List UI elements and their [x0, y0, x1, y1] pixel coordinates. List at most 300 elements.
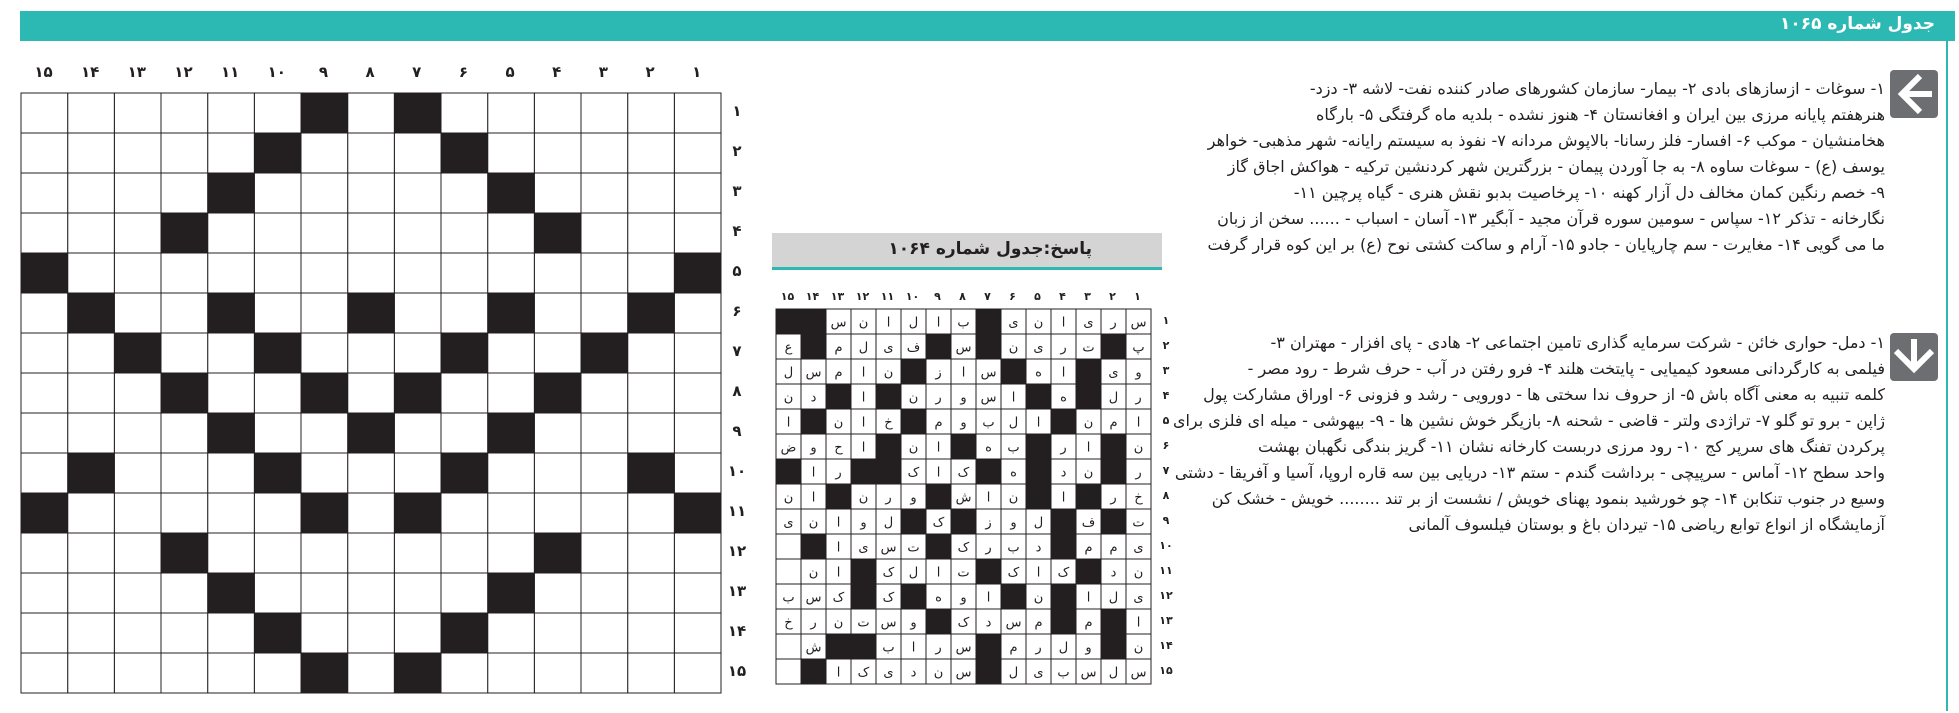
row-number: ۱۳: [727, 582, 747, 600]
grid-cell[interactable]: [394, 333, 441, 373]
grid-cell[interactable]: [208, 533, 255, 573]
grid-cell[interactable]: [301, 533, 348, 573]
grid-cell[interactable]: [254, 293, 301, 333]
black-cell: [488, 293, 535, 333]
grid-cell[interactable]: [394, 573, 441, 613]
answer-black-cell: [1026, 459, 1051, 484]
grid-cell[interactable]: [394, 533, 441, 573]
black-cell: [301, 93, 348, 133]
column-number: ۴: [552, 63, 562, 81]
grid-cell[interactable]: [21, 373, 68, 413]
grid-cell[interactable]: [674, 613, 721, 653]
grid-cell[interactable]: [254, 373, 301, 413]
grid-cell[interactable]: [394, 173, 441, 213]
grid-cell[interactable]: [161, 613, 208, 653]
answer-letter: ل: [858, 340, 869, 356]
grid-cell[interactable]: [114, 253, 161, 293]
grid-cell[interactable]: [114, 293, 161, 333]
black-cell: [301, 653, 348, 693]
answer-letter: م: [1009, 640, 1018, 656]
answer-column-number: ۱۰: [905, 290, 920, 303]
grid-cell[interactable]: [674, 653, 721, 693]
grid-cell[interactable]: [254, 413, 301, 453]
grid-cell[interactable]: [581, 413, 628, 453]
answer-letter: ک: [857, 665, 870, 681]
grid-cell[interactable]: [628, 413, 675, 453]
grid-cell[interactable]: [628, 133, 675, 173]
grid-cell[interactable]: [161, 293, 208, 333]
answer-black-cell: [876, 459, 901, 484]
main-grid-column-numbers: [20, 63, 720, 85]
grid-cell[interactable]: [394, 293, 441, 333]
black-cell: [441, 333, 488, 373]
answer-black-cell: [1076, 384, 1101, 409]
grid-cell[interactable]: [394, 413, 441, 453]
grid-cell[interactable]: [301, 453, 348, 493]
grid-cell[interactable]: [441, 533, 488, 573]
answer-letter: ن: [783, 390, 794, 406]
grid-cell[interactable]: [348, 573, 395, 613]
answer-grid: [775, 308, 1152, 685]
grid-cell[interactable]: [628, 333, 675, 373]
grid-cell[interactable]: [581, 573, 628, 613]
grid-cell[interactable]: [441, 213, 488, 253]
grid-cell[interactable]: [534, 293, 581, 333]
answer-letter: د: [1110, 565, 1117, 581]
grid-cell[interactable]: [534, 413, 581, 453]
answer-letter: م: [934, 415, 943, 431]
grid-cell[interactable]: [208, 453, 255, 493]
grid-cell[interactable]: [628, 93, 675, 133]
grid-cell[interactable]: [21, 93, 68, 133]
black-cell: [208, 413, 255, 453]
grid-cell[interactable]: [441, 293, 488, 333]
grid-cell[interactable]: [534, 253, 581, 293]
grid-cell[interactable]: [628, 533, 675, 573]
answer-black-cell: [926, 334, 951, 359]
column-number: ۱۵: [34, 63, 53, 81]
grid-cell[interactable]: [534, 333, 581, 373]
grid-cell[interactable]: [348, 213, 395, 253]
grid-cell[interactable]: [441, 253, 488, 293]
answer-column-number: ۱۴: [805, 290, 820, 303]
answer-letter: ل: [1108, 665, 1119, 681]
grid-cell[interactable]: [254, 173, 301, 213]
grid-cell[interactable]: [394, 213, 441, 253]
grid-cell[interactable]: [114, 133, 161, 173]
grid-cell[interactable]: [208, 613, 255, 653]
grid-cell[interactable]: [301, 613, 348, 653]
grid-cell[interactable]: [394, 613, 441, 653]
answer-letter: ه: [935, 590, 942, 606]
grid-cell[interactable]: [394, 253, 441, 293]
grid-cell[interactable]: [534, 93, 581, 133]
grid-cell[interactable]: [208, 213, 255, 253]
grid-cell[interactable]: [254, 573, 301, 613]
grid-cell[interactable]: [301, 253, 348, 293]
answer-letter: ن: [908, 440, 919, 456]
answer-letter: س: [1130, 315, 1147, 331]
grid-cell[interactable]: [301, 133, 348, 173]
grid-cell[interactable]: [394, 133, 441, 173]
grid-cell[interactable]: [68, 533, 115, 573]
grid-cell[interactable]: [161, 493, 208, 533]
clue-line: نگارخانه - تذکر ۱۲- سپاس - سومین سوره قرآن مجید - آبگیر ۱۳- آسان - اسباب - ...... سخن از زبان: [1217, 209, 1885, 228]
grid-cell[interactable]: [161, 573, 208, 613]
clue-line: ۱- دمل- حواری خائن - شرکت سرمایه گذاری تامین اجتماعی ۲- هادی - پای افزار - مهتران ۳-: [1270, 333, 1885, 352]
grid-cell[interactable]: [441, 413, 488, 453]
grid-cell[interactable]: [68, 213, 115, 253]
answer-black-cell: [1051, 509, 1076, 534]
grid-cell[interactable]: [581, 493, 628, 533]
grid-cell[interactable]: [21, 413, 68, 453]
grid-cell[interactable]: [301, 573, 348, 613]
grid-cell[interactable]: [488, 613, 535, 653]
grid-cell[interactable]: [674, 333, 721, 373]
grid-cell[interactable]: [254, 253, 301, 293]
grid-cell[interactable]: [628, 173, 675, 213]
grid-cell[interactable]: [348, 613, 395, 653]
answer-letter: ت: [1082, 340, 1095, 356]
answer-letter: ز: [985, 515, 992, 531]
column-number: ۱۱: [220, 63, 240, 81]
grid-cell[interactable]: [581, 213, 628, 253]
row-number: ۶: [732, 302, 742, 320]
grid-cell[interactable]: [301, 293, 348, 333]
grid-cell[interactable]: [254, 653, 301, 693]
column-number: ۷: [412, 63, 422, 81]
grid-cell[interactable]: [21, 653, 68, 693]
grid-cell[interactable]: [348, 173, 395, 213]
answer-letter: د: [910, 665, 917, 681]
answer-letter: ک: [957, 615, 970, 631]
grid-cell[interactable]: [488, 493, 535, 533]
grid-cell[interactable]: [348, 453, 395, 493]
grid-cell[interactable]: [68, 653, 115, 693]
grid-cell[interactable]: [114, 453, 161, 493]
grid-cell[interactable]: [68, 493, 115, 533]
grid-cell[interactable]: [534, 573, 581, 613]
answer-letter: ل: [1008, 415, 1019, 431]
grid-cell[interactable]: [488, 213, 535, 253]
black-cell: [581, 333, 628, 373]
answer-letter: ک: [1007, 565, 1020, 581]
grid-cell[interactable]: [161, 333, 208, 373]
grid-cell[interactable]: [581, 533, 628, 573]
answer-black-cell: [826, 634, 851, 659]
grid-cell[interactable]: [208, 93, 255, 133]
black-cell: [674, 493, 721, 533]
grid-cell[interactable]: [21, 293, 68, 333]
answer-black-cell: [801, 409, 826, 434]
grid-cell[interactable]: [114, 533, 161, 573]
answer-letter: س: [980, 365, 997, 381]
grid-cell[interactable]: [441, 373, 488, 413]
answer-letter: ن: [933, 665, 944, 681]
grid-cell[interactable]: [628, 373, 675, 413]
black-cell: [488, 173, 535, 213]
grid-cell[interactable]: [581, 653, 628, 693]
grid-cell[interactable]: [21, 173, 68, 213]
answer-letter: ح: [834, 440, 843, 456]
grid-cell[interactable]: [114, 213, 161, 253]
black-cell: [254, 133, 301, 173]
grid-cell[interactable]: [674, 213, 721, 253]
black-cell: [441, 133, 488, 173]
grid-cell[interactable]: [114, 413, 161, 453]
answer-column-number: ۲: [1109, 290, 1116, 303]
grid-cell[interactable]: [208, 493, 255, 533]
grid-cell[interactable]: [161, 93, 208, 133]
row-number: ۹: [732, 422, 742, 440]
grid-cell[interactable]: [534, 453, 581, 493]
grid-cell[interactable]: [68, 93, 115, 133]
grid-cell[interactable]: [628, 613, 675, 653]
answer-letter: ب: [957, 315, 970, 331]
grid-cell[interactable]: [441, 573, 488, 613]
grid-cell[interactable]: [348, 533, 395, 573]
grid-cell[interactable]: [581, 373, 628, 413]
clue-line: پرکردن تفنگ های سرپر کج ۱۰- رود مرزی دربست کارخانه نشان ۱۱- گریز بندگی نگهبان بهشت: [1258, 437, 1885, 456]
grid-cell[interactable]: [628, 253, 675, 293]
grid-cell[interactable]: [161, 253, 208, 293]
crossword-grid[interactable]: [20, 92, 722, 694]
grid-cell[interactable]: [208, 333, 255, 373]
grid-cell[interactable]: [114, 493, 161, 533]
answer-column-number: ۷: [984, 290, 991, 303]
answer-letter: ل: [883, 515, 894, 531]
answer-letter: ه: [1060, 390, 1067, 406]
grid-cell[interactable]: [581, 93, 628, 133]
grid-cell[interactable]: [68, 333, 115, 373]
grid-cell[interactable]: [488, 653, 535, 693]
grid-cell[interactable]: [674, 533, 721, 573]
grid-cell[interactable]: [394, 453, 441, 493]
answer-letter: ت: [1132, 515, 1145, 531]
grid-cell[interactable]: [208, 253, 255, 293]
grid-cell[interactable]: [68, 173, 115, 213]
grid-cell[interactable]: [301, 333, 348, 373]
grid-cell[interactable]: [674, 133, 721, 173]
grid-cell[interactable]: [114, 653, 161, 693]
grid-cell[interactable]: [441, 493, 488, 533]
grid-cell[interactable]: [254, 213, 301, 253]
black-cell: [394, 93, 441, 133]
grid-cell[interactable]: [68, 133, 115, 173]
answer-letter: ا: [1086, 590, 1091, 606]
answer-letter: ک: [882, 590, 895, 606]
grid-cell[interactable]: [254, 93, 301, 133]
across-clues: [1207, 76, 1885, 258]
answer-letter: ر: [1135, 465, 1142, 481]
grid-cell[interactable]: [68, 373, 115, 413]
grid-cell[interactable]: [534, 493, 581, 533]
grid-cell[interactable]: [208, 373, 255, 413]
column-number: ۱۰: [267, 63, 286, 81]
answer-letter: ل: [908, 565, 919, 581]
answer-black-cell: [1101, 634, 1126, 659]
grid-cell[interactable]: [68, 613, 115, 653]
grid-cell[interactable]: [208, 133, 255, 173]
answer-letter: ن: [783, 490, 794, 506]
grid-cell[interactable]: [581, 613, 628, 653]
grid-cell[interactable]: [441, 173, 488, 213]
black-cell: [628, 453, 675, 493]
grid-cell[interactable]: [301, 173, 348, 213]
black-cell: [301, 493, 348, 533]
grid-cell[interactable]: [348, 133, 395, 173]
answer-black-cell: [1076, 484, 1101, 509]
grid-cell[interactable]: [208, 653, 255, 693]
grid-cell[interactable]: [68, 573, 115, 613]
grid-cell[interactable]: [581, 133, 628, 173]
column-number: ۲: [645, 63, 655, 81]
grid-cell[interactable]: [674, 573, 721, 613]
answer-column-number: ۱۵: [780, 290, 795, 303]
grid-cell[interactable]: [68, 413, 115, 453]
grid-cell[interactable]: [628, 213, 675, 253]
answer-black-cell: [1076, 359, 1101, 384]
grid-cell[interactable]: [534, 613, 581, 653]
answer-letter: ه: [985, 440, 992, 456]
grid-cell[interactable]: [21, 453, 68, 493]
grid-cell[interactable]: [21, 213, 68, 253]
grid-cell[interactable]: [628, 573, 675, 613]
answer-letter: ک: [832, 590, 845, 606]
grid-cell[interactable]: [581, 173, 628, 213]
grid-cell[interactable]: [534, 173, 581, 213]
grid-cell[interactable]: [441, 93, 488, 133]
grid-cell[interactable]: [161, 653, 208, 693]
answer-black-cell: [951, 434, 976, 459]
answer-letter: ل: [783, 365, 794, 381]
grid-cell[interactable]: [254, 533, 301, 573]
grid-cell[interactable]: [488, 533, 535, 573]
row-number: ۴: [732, 222, 742, 240]
grid-cell[interactable]: [21, 133, 68, 173]
grid-cell[interactable]: [348, 373, 395, 413]
grid-cell[interactable]: [534, 133, 581, 173]
black-cell: [208, 293, 255, 333]
answer-row-number: ۱۴: [1159, 639, 1173, 652]
grid-cell[interactable]: [488, 373, 535, 413]
grid-cell[interactable]: [581, 453, 628, 493]
black-cell: [488, 573, 535, 613]
answer-letter: ک: [1057, 565, 1070, 581]
grid-cell[interactable]: [674, 453, 721, 493]
answer-letter: ک: [957, 540, 970, 556]
answer-letter: ن: [808, 565, 819, 581]
answer-letter: ر: [1035, 640, 1042, 656]
answer-letter: ن: [1133, 565, 1144, 581]
grid-cell[interactable]: [21, 613, 68, 653]
grid-cell[interactable]: [348, 493, 395, 533]
side-divider: [1946, 41, 1948, 711]
answer-letter: ی: [1108, 365, 1119, 381]
answer-letter: ا: [886, 315, 891, 331]
grid-cell[interactable]: [114, 373, 161, 413]
clue-line: هخامنشیان - موکب ۶- افسار- فلز رسانا- بالاپوش مردانه ۷- نفوذ به سیستم رایانه- شهر مذهبی- خواهر: [1207, 131, 1885, 150]
grid-cell[interactable]: [674, 413, 721, 453]
grid-cell[interactable]: [628, 653, 675, 693]
answer-letter: خ: [1134, 490, 1143, 506]
answer-row-number: ۱: [1162, 314, 1170, 327]
answer-letter: ز: [935, 365, 942, 381]
grid-cell[interactable]: [161, 453, 208, 493]
answer-letter: ا: [836, 515, 841, 531]
column-number: ۹: [318, 63, 328, 81]
answer-row-number: ۱۲: [1159, 589, 1173, 602]
black-cell: [254, 333, 301, 373]
grid-cell[interactable]: [348, 653, 395, 693]
answer-letter: م: [1109, 540, 1118, 556]
grid-cell[interactable]: [301, 213, 348, 253]
grid-cell[interactable]: [254, 493, 301, 533]
answer-letter: د: [1060, 465, 1067, 481]
grid-cell[interactable]: [21, 573, 68, 613]
grid-cell[interactable]: [301, 413, 348, 453]
grid-cell[interactable]: [114, 573, 161, 613]
answer-black-cell: [1101, 434, 1126, 459]
grid-cell[interactable]: [114, 613, 161, 653]
grid-cell[interactable]: [441, 653, 488, 693]
answer-black-cell: [851, 459, 876, 484]
clue-line: فیلمی به کارگردانی مسعود کیمیایی - پایتخت هلند ۴- فرو رفتن در آب - حرف شرط - رود مصر -: [1247, 359, 1885, 378]
grid-cell[interactable]: [114, 173, 161, 213]
grid-cell[interactable]: [674, 93, 721, 133]
grid-cell[interactable]: [488, 333, 535, 373]
answer-letter: د: [810, 390, 817, 406]
page-title: جدول شماره ۱۰۶۵: [1779, 14, 1935, 34]
answer-black-cell: [776, 309, 801, 334]
grid-cell[interactable]: [348, 93, 395, 133]
grid-cell[interactable]: [161, 173, 208, 213]
grid-cell[interactable]: [161, 413, 208, 453]
grid-cell[interactable]: [21, 533, 68, 573]
answer-black-cell: [976, 559, 1001, 584]
answer-black-cell: [826, 384, 851, 409]
answer-letter: م: [1109, 415, 1118, 431]
grid-cell[interactable]: [674, 293, 721, 333]
answer-black-cell: [951, 509, 976, 534]
grid-cell[interactable]: [68, 253, 115, 293]
grid-cell[interactable]: [674, 173, 721, 213]
answer-grid-column-numbers: [775, 290, 1150, 306]
grid-cell[interactable]: [488, 253, 535, 293]
answer-black-cell: [901, 359, 926, 384]
grid-cell[interactable]: [114, 93, 161, 133]
answer-letter: س: [980, 390, 997, 406]
answer-letter: س: [880, 540, 897, 556]
grid-cell[interactable]: [674, 373, 721, 413]
column-number: ۱: [692, 63, 702, 81]
grid-cell[interactable]: [161, 133, 208, 173]
row-number: ۱۱: [727, 502, 747, 520]
answer-letter: ل: [908, 315, 919, 331]
grid-cell[interactable]: [581, 293, 628, 333]
grid-cell[interactable]: [488, 453, 535, 493]
grid-cell[interactable]: [488, 133, 535, 173]
grid-cell[interactable]: [348, 253, 395, 293]
grid-cell[interactable]: [348, 333, 395, 373]
answer-column-number: ۹: [934, 290, 941, 303]
grid-cell[interactable]: [628, 493, 675, 533]
grid-cell[interactable]: [488, 93, 535, 133]
grid-cell[interactable]: [534, 653, 581, 693]
grid-cell[interactable]: [21, 333, 68, 373]
grid-cell[interactable]: [581, 253, 628, 293]
answer-letter: ا: [1136, 415, 1141, 431]
